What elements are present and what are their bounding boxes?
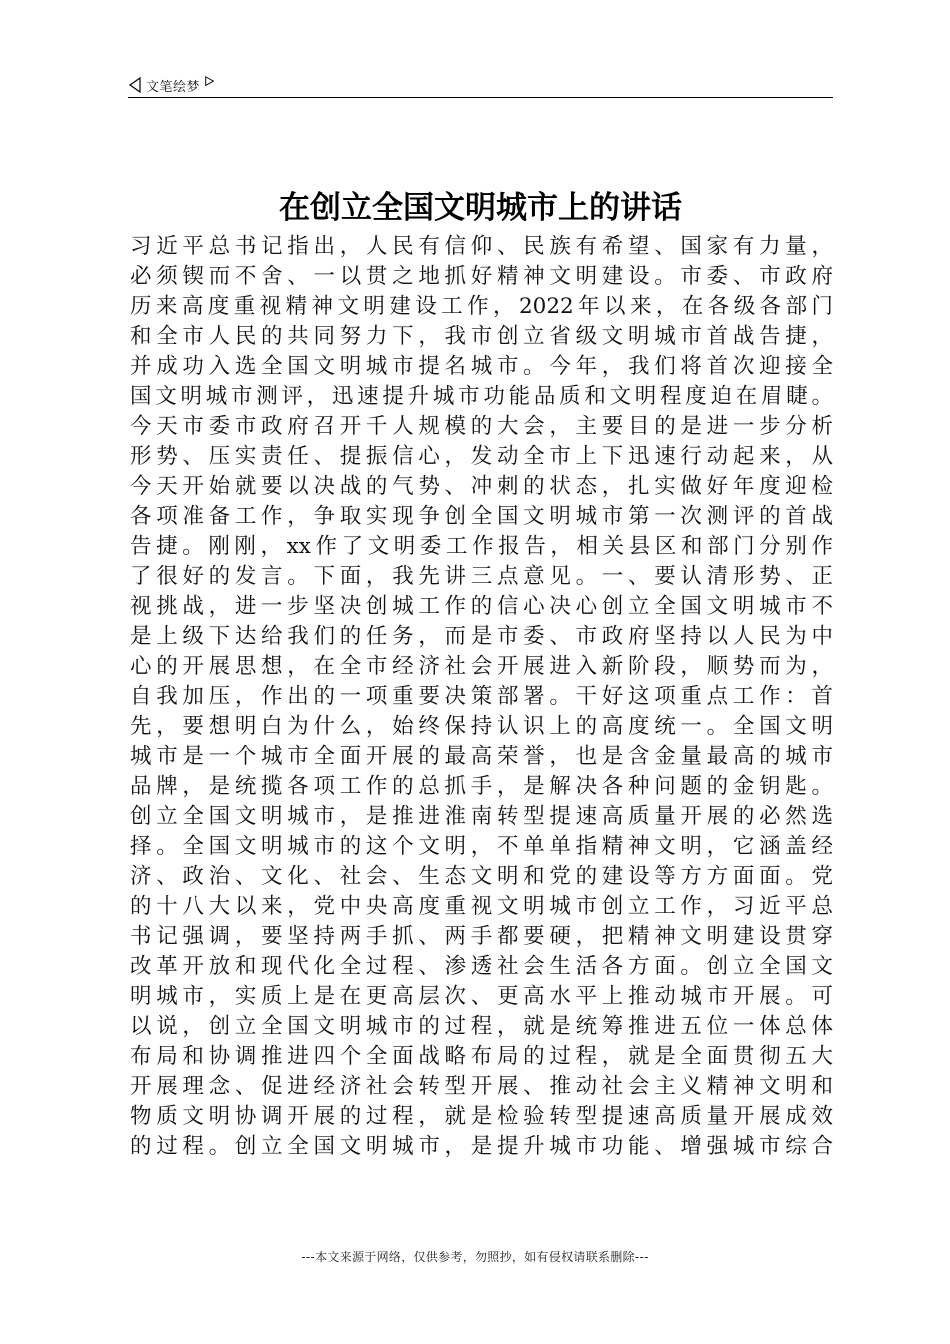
body-line: 各项准备工作，争取实现争创全国文明城市第一次测评的首战 xyxy=(130,504,833,529)
body-line: 必须锲而不舍、一以贯之地抓好精神文明建设。市委、市政府 xyxy=(130,264,833,289)
body-line: 布局和协调推进四个全面战略布局的过程，就是全面贯彻五大 xyxy=(130,1044,833,1069)
body-line: 视挑战，进一步坚决创城工作的信心决心创立全国文明城市不 xyxy=(130,594,833,619)
body-line: 习近平总书记指出，人民有信仰、民族有希望、国家有力量， xyxy=(130,234,833,259)
document-title: 在创立全国文明城市上的讲话 xyxy=(279,190,682,226)
page-header xyxy=(128,74,216,96)
body-line: 了很好的发言。下面，我先讲三点意见。一、要认清形势、正 xyxy=(130,564,833,589)
body-line: 开展理念、促进经济社会转型开展、推动社会主义精神文明和 xyxy=(130,1074,833,1099)
triangle-left-icon xyxy=(128,77,142,93)
body-line: 是上级下达给我们的任务，而是市委、市政府坚持以人民为中 xyxy=(130,624,833,649)
body-line: 物质文明协调开展的过程，就是检验转型提速高质量开展成效 xyxy=(130,1104,833,1129)
body-line: 的过程。创立全国文明城市，是提升城市功能、增强城市综合 xyxy=(130,1134,833,1159)
body-line: 济、政治、文化、社会、生态文明和党的建设等方方面面。党 xyxy=(130,864,833,889)
body-line: 自我加压，作出的一项重要决策部署。干好这项重点工作：首 xyxy=(130,684,833,709)
body-line: 以说，创立全国文明城市的过程，就是统筹推进五位一体总体 xyxy=(130,1014,833,1039)
body-line: 和全市人民的共同努力下，我市创立省级文明城市首战告捷， xyxy=(130,324,833,349)
body-line: 心的开展思想，在全市经济社会开展进入新阶段，顺势而为， xyxy=(130,654,833,679)
header-brand: 文笔绘梦 xyxy=(146,79,201,95)
body-line: 今天市委市政府召开千人规模的大会，主要目的是进一步分析 xyxy=(130,414,833,439)
body-line: 创立全国文明城市，是推进淮南转型提速高质量开展的必然选 xyxy=(130,804,833,829)
body-line: 先，要想明白为什么，始终保持认识上的高度统一。全国文明 xyxy=(130,714,833,739)
body-line: 国文明城市测评，迅速提升城市功能品质和文明程度迫在眉睫。 xyxy=(130,384,833,409)
body-line: 并成功入选全国文明城市提名城市。今年，我们将首次迎接全 xyxy=(130,354,833,379)
body-line: 书记强调，要坚持两手抓、两手都要硬，把精神文明建设贯穿 xyxy=(130,924,833,949)
document-body xyxy=(130,232,833,1162)
body-line: 历来高度重视精神文明建设工作，2022年以来，在各级各部门 xyxy=(130,294,833,319)
body-line: 品牌，是统揽各项工作的总抓手，是解决各种问题的金钥匙。 xyxy=(130,774,833,799)
body-line: 改革开放和现代化全过程、渗透社会生活各方面。创立全国文 xyxy=(130,954,833,979)
header-divider xyxy=(128,97,833,98)
body-line: 告捷。刚刚，xx作了文明委工作报告，相关县区和部门分别作 xyxy=(130,534,833,559)
footer-notice: ---本文来源于网络，仅供参考，勿照抄，如有侵权请联系删除--- xyxy=(301,1250,649,1264)
triangle-right-icon xyxy=(204,75,216,89)
body-line: 城市是一个城市全面开展的最高荣誉，也是含金量最高的城市 xyxy=(130,744,833,769)
body-line: 今天开始就要以决战的气势、冲刺的状态，扎实做好年度迎检 xyxy=(130,474,833,499)
body-line: 择。全国文明城市的这个文明，不单单指精神文明，它涵盖经 xyxy=(130,834,833,859)
body-line: 形势、压实责任、提振信心，发动全市上下迅速行动起来，从 xyxy=(130,444,833,469)
body-line: 的十八大以来，党中央高度重视文明城市创立工作，习近平总 xyxy=(130,894,833,919)
body-line: 明城市，实质上是在更高层次、更高水平上推动城市开展。可 xyxy=(130,984,833,1009)
